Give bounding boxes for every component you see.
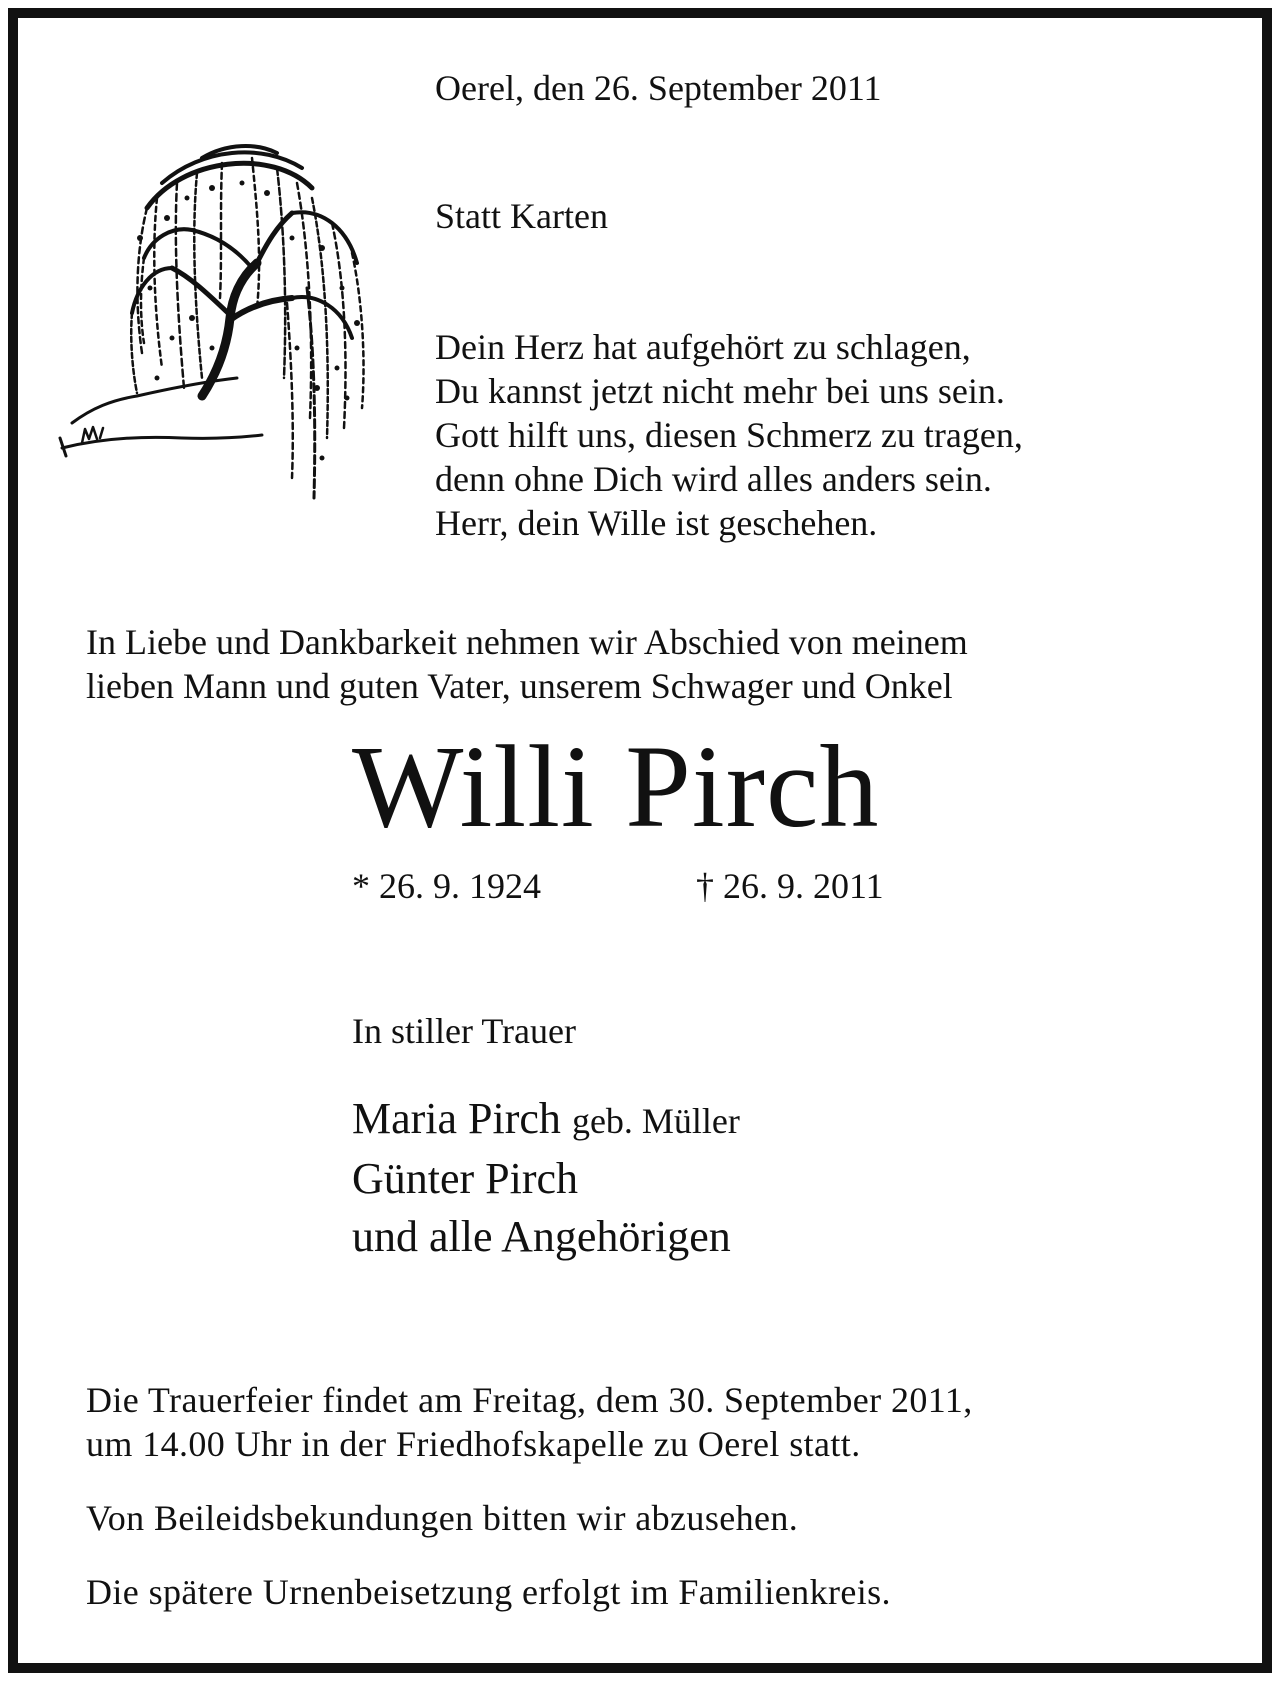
mourner-name	[352, 1208, 740, 1266]
poem-line: Gott hilft uns, diesen Schmerz zu tragen,	[435, 415, 1023, 455]
intro-line: lieben Mann und guten Vater, unserem Schwager und Onkel	[86, 666, 953, 706]
mourner-name-text: und alle Angehörigen	[352, 1212, 731, 1261]
poem-line: Dein Herz hat aufgehört zu schlagen,	[435, 327, 971, 367]
weeping-willow-icon	[52, 138, 397, 510]
mourner-name-text: Maria Pirch	[352, 1094, 561, 1143]
poem-line: denn ohne Dich wird alles anders sein.	[435, 459, 992, 499]
funeral-notes	[86, 1378, 973, 1614]
mourning-label: In stiller Trauer	[352, 1011, 576, 1051]
mourner-name-note: geb. Müller	[571, 1101, 740, 1141]
date-line: Oerel, den 26. September 2011	[435, 68, 882, 108]
poem-line: Du kannst jetzt nicht mehr bei uns sein.	[435, 371, 1005, 411]
funeral-info-line: Die Trauerfeier findet am Freitag, dem 30. September 2011,	[86, 1380, 973, 1420]
poem	[435, 325, 1023, 545]
poem-line: Herr, dein Wille ist geschehen.	[435, 503, 878, 543]
death-date: † 26. 9. 2011	[696, 866, 884, 906]
mourner-name-text: Günter Pirch	[352, 1154, 579, 1203]
mourner-name	[352, 1150, 740, 1208]
birth-date: * 26. 9. 1924	[352, 866, 541, 906]
statt-karten-label: Statt Karten	[435, 196, 608, 236]
farewell-intro	[86, 620, 968, 708]
intro-line: In Liebe und Dankbarkeit nehmen wir Abschied von meinem	[86, 622, 968, 662]
burial-note: Die spätere Urnenbeisetzung erfolgt im Familienkreis.	[86, 1572, 891, 1612]
mourner-name	[352, 1090, 740, 1150]
condolences-note: Von Beileidsbekundungen bitten wir abzusehen.	[86, 1498, 799, 1538]
funeral-info-line: um 14.00 Uhr in der Friedhofskapelle zu Oerel statt.	[86, 1424, 861, 1464]
deceased-name: Willi Pirch	[352, 721, 880, 852]
mourners-list	[352, 1090, 740, 1266]
